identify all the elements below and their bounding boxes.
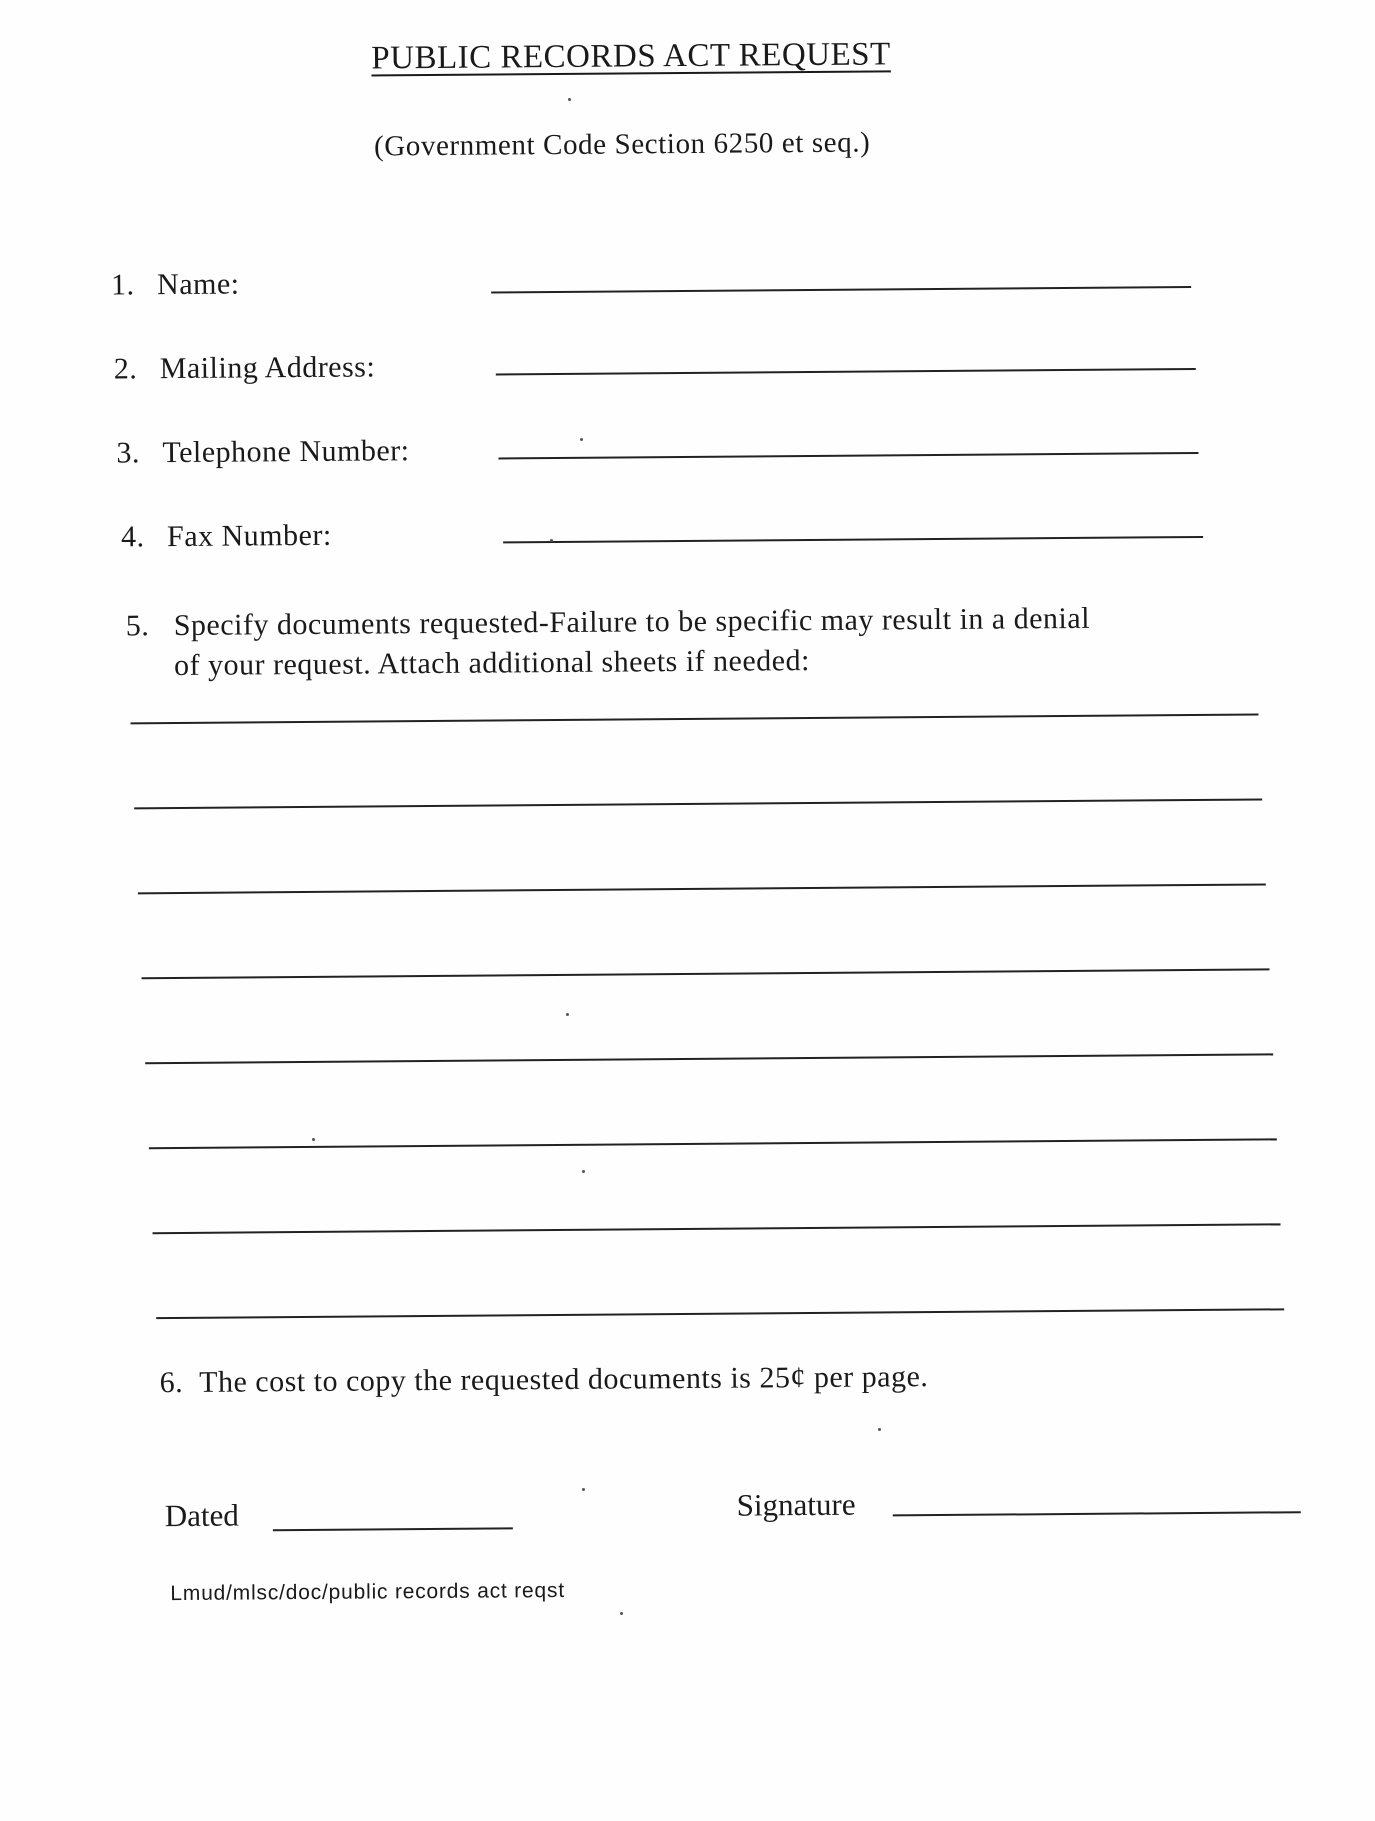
request-line[interactable] xyxy=(131,714,1259,725)
request-line[interactable] xyxy=(156,1308,1284,1319)
documents-line-1: Specify documents requested-Failure to be specific may result in a denial xyxy=(173,601,1091,643)
request-line[interactable] xyxy=(153,1223,1281,1234)
field-number: 2. xyxy=(113,352,138,386)
name-input-line[interactable] xyxy=(491,286,1191,293)
request-line[interactable] xyxy=(149,1138,1277,1149)
request-line[interactable] xyxy=(142,968,1270,979)
form-subtitle: (Government Code Section 6250 et seq.) xyxy=(373,126,871,163)
field-number: 3. xyxy=(116,436,141,470)
field-mailing-address-label xyxy=(114,350,376,386)
dated-input-line[interactable] xyxy=(273,1527,513,1531)
field-label: Name: xyxy=(156,267,240,302)
copy-cost-text: The cost to copy the requested documents is 25¢ per page. xyxy=(199,1360,929,1399)
signature-label: Signature xyxy=(736,1486,856,1523)
scan-speck xyxy=(568,98,571,101)
signature-input-line[interactable] xyxy=(893,1511,1301,1516)
form-title: PUBLIC RECORDS ACT REQUEST xyxy=(371,36,891,77)
scan-speck xyxy=(878,1428,881,1431)
dated-label: Dated xyxy=(164,1497,239,1534)
scan-speck xyxy=(582,1488,585,1491)
scan-speck xyxy=(620,1612,623,1615)
scan-speck xyxy=(550,539,553,542)
document-file-path: Lmud/mlsc/doc/public records act reqst xyxy=(170,1578,565,1606)
telephone-input-line[interactable] xyxy=(498,452,1198,459)
field-telephone-label xyxy=(116,434,409,470)
documents-instructions xyxy=(126,597,1267,686)
mailing-address-input-line[interactable] xyxy=(496,368,1196,375)
copy-cost-note xyxy=(160,1360,929,1400)
field-label: Fax Number: xyxy=(166,518,332,554)
fax-input-line[interactable] xyxy=(503,536,1203,543)
field-fax-label xyxy=(121,519,332,555)
field-number: 1. xyxy=(110,268,135,302)
request-line[interactable] xyxy=(145,1053,1273,1064)
request-line[interactable] xyxy=(134,798,1262,809)
item-number: 6. xyxy=(159,1365,184,1400)
field-label: Telephone Number: xyxy=(162,434,410,470)
documents-line-2: of your request. Attach additional sheets if needed: xyxy=(173,644,811,683)
scan-speck xyxy=(312,1138,315,1141)
scan-speck xyxy=(580,438,583,441)
scan-speck xyxy=(582,1170,585,1173)
field-label: Mailing Address: xyxy=(159,350,376,386)
item-number: 5. xyxy=(125,609,150,643)
field-name-label xyxy=(111,267,240,302)
scan-speck xyxy=(566,1013,569,1016)
request-line[interactable] xyxy=(138,883,1266,894)
field-number: 4. xyxy=(120,520,145,554)
